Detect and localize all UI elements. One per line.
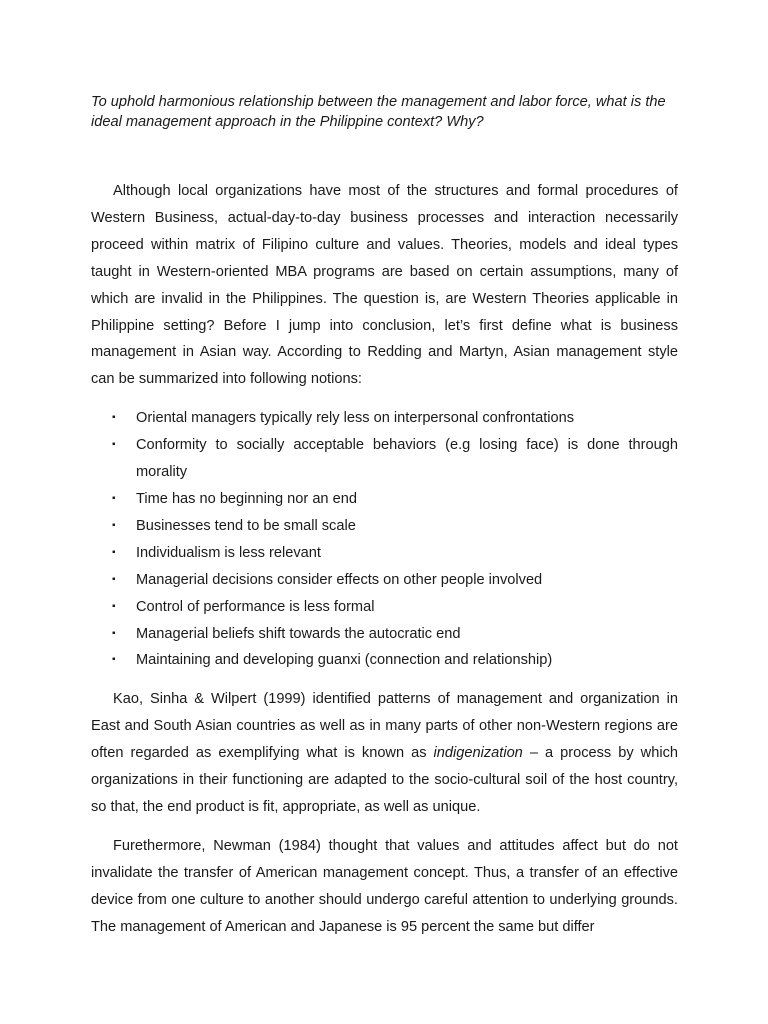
- bullet-icon: ▪: [112, 439, 116, 451]
- emphasis-term: indigenization: [433, 745, 523, 762]
- paragraph-newman: Furethermore, Newman (1984) thought that values and attitudes affect but do not invalidate the transfer of American management concept. Thus, a transfer of an effective device from one culture to another should undergo careful attention to underlying grounds. The management of American and Japanese is 95 percent the same but differ: [91, 837, 678, 935]
- list-item: ▪ Oriental managers typically rely less on interpersonal confrontations: [136, 405, 678, 432]
- bullet-icon: ▪: [112, 412, 116, 424]
- bullet-icon: ▪: [112, 492, 116, 504]
- list-item: ▪ Control of performance is less formal: [136, 594, 678, 621]
- list-item: ▪ Businesses tend to be small scale: [136, 513, 678, 540]
- list-item: ▪ Maintaining and developing guanxi (connection and relationship): [136, 647, 678, 674]
- bullet-icon: ▪: [112, 654, 116, 666]
- list-item: ▪ Conformity to socially acceptable behaviors (e.g losing face) is done through morality: [136, 432, 678, 486]
- list-item: ▪ Individualism is less relevant: [136, 540, 678, 567]
- list-item: ▪ Managerial decisions consider effects on other people involved: [136, 567, 678, 594]
- document-page: [91, 92, 678, 952]
- paragraph-intro: Although local organizations have most of the structures and formal procedures of Western Business, actual-day-to-day business processes and interaction necessarily proceed within matrix of Filipino culture and values. Theories, models and ideal types taught in Western-oriented MBA programs are based on certain assumptions, many of which are invalid in the Philippines. The question is, are Western Theories applicable in Philippine setting? Before I jump into conclusion, let’s first define what is business management in Asian way. According to Redding and Martyn, Asian management style can be summarized into following notions:: [91, 183, 678, 388]
- bullet-icon: ▪: [112, 627, 116, 639]
- bullet-icon: ▪: [112, 546, 116, 558]
- list-item: ▪ Time has no beginning nor an end: [136, 486, 678, 513]
- bullet-icon: ▪: [112, 519, 116, 531]
- list-item: ▪ Managerial beliefs shift towards the autocratic end: [136, 621, 678, 648]
- essay-question: To uphold harmonious relationship between the management and labor force, what is the ideal management approach in the Philippine context? Why?: [91, 94, 666, 130]
- bullet-icon: ▪: [112, 600, 116, 612]
- notions-list: [91, 405, 678, 674]
- bullet-icon: ▪: [112, 573, 116, 585]
- paragraph-indigenization: Kao, Sinha & Wilpert (1999) identified patterns of management and organization in East and South Asian countries as well as in many parts of other non-Western regions are often regarded as exemplifying what is known as indigenization – a process by which organizations in their functioning are adapted to the socio-cultural soil of the host country, so that, the end product is fit, appropriate, as well as unique.: [91, 691, 678, 815]
